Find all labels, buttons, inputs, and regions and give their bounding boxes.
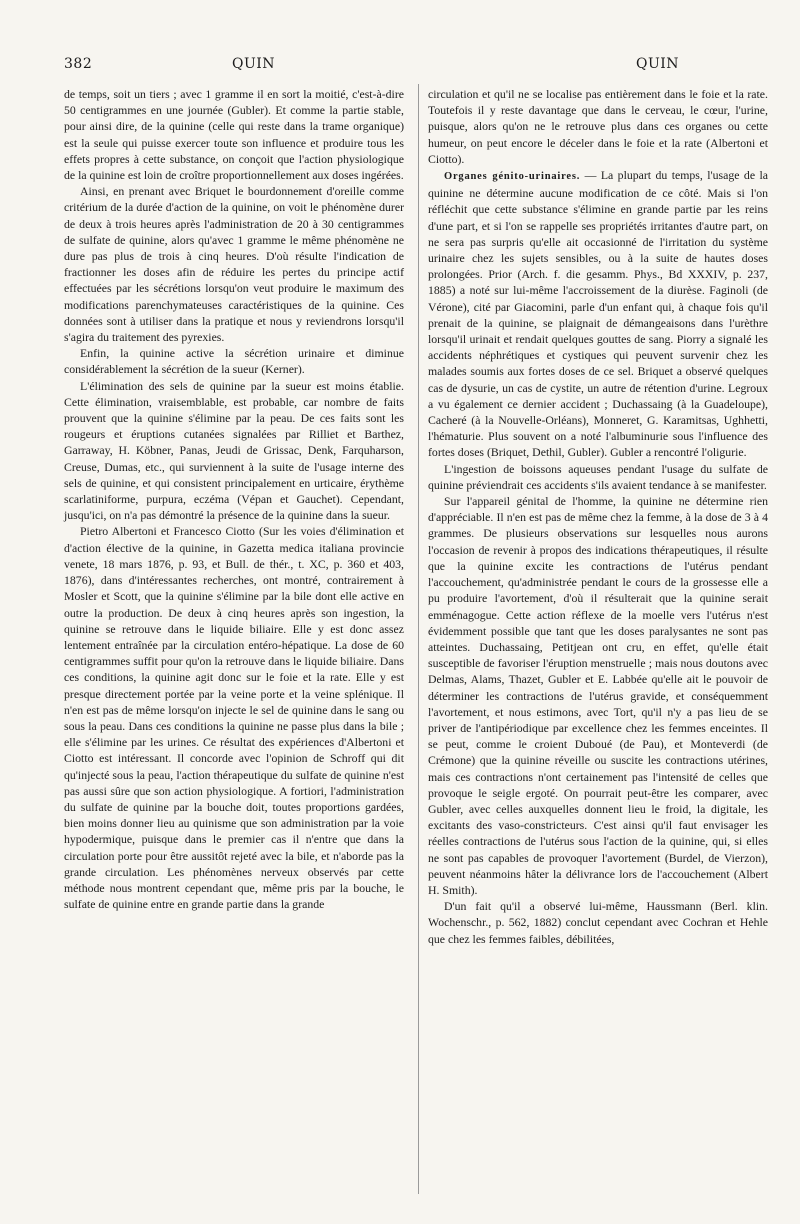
page-number: 382	[64, 56, 93, 72]
paragraph-text: L'ingestion de boissons aqueuses pendant l'usage du sulfate de quinine préviendrait ces accidents s'ils avaient tendance à se manifester.	[428, 461, 768, 492]
paragraph	[64, 378, 404, 524]
column-divider	[418, 84, 419, 1194]
paragraph-text: L'élimination des sels de quinine par la sueur est moins établie. Cette élimination, vraisemblable, est probable, car nombre de faits prouvent que la quinine s'élimine par la peau. De ces faits sont les rougeurs et éruptions cutanées signalées par Rilliet et Barthez, Garraway, H. Köbner, Panas, Jeudi de Grissac, Denk, Farquharson, Creuse, Dumas, etc., qui surviennent à la suite de l'usage interne des sels de quinine, et qui consistent principalement en urticaire, érythème scarlatiniforme, purpura, eczéma (Vépan et Gauchet). Cependant, jusqu'ici, on n'a pas démontré la présence de la quinine dans la sueur.	[64, 378, 404, 523]
paragraph	[64, 183, 404, 345]
paragraph	[64, 523, 404, 912]
paragraph	[428, 898, 768, 947]
paragraph	[428, 493, 768, 898]
paragraph	[64, 86, 404, 183]
running-head-left: QUIN	[232, 56, 276, 72]
right-column	[428, 86, 768, 947]
page-header	[64, 56, 770, 80]
paragraph-text: D'un fait qu'il a observé lui-même, Haussmann (Berl. klin. Wochenschr., p. 562, 1882) conclut cependant avec Cochran et Hehle que chez les femmes faibles, débilitées,	[428, 899, 768, 946]
left-column	[64, 86, 404, 912]
paragraph-text: Ainsi, en prenant avec Briquet le bourdonnement d'oreille comme critérium de la durée d'action de la quinine, on voit le phénomène durer de deux à trois heures après l'administration de 20 à 30 centigrammes de sulfate de quinine, alors qu'avec 1 gramme le même phénomène ne dure pas plus de trois à cinq heures. D'où résulte l'indication de fractionner les doses afin de réduire les pertes du principe actif effectuées par les sécrétions lorsqu'on veut produire le maximum des modifications parenchymateuses caractéristiques de la quinine. Ces données sont à utiliser dans la pratique et nous y reviendrons lorsqu'il s'agira du traitement des pyrexies.	[64, 184, 404, 345]
paragraph-text: Sur l'appareil génital de l'homme, la quinine ne détermine rien d'appréciable. Il n'en est pas de même chez la femme, à la dose de 3 à 4 grammes. De plusieurs observations sur lesquelles nous aurons l'occasion de revenir à propos des indications thérapeutiques, il résulte que la quinine excite les contractions de l'utérus pendant l'accouchement, qu'administrée pendant le cours de la grossesse elle a pu produire l'avortement, d'où il résulterait que la quinine serait emménagogue. Cette action réflexe de la moelle vers l'utérus n'est évidemment possible que tant que les doses paralysantes ne sont pas atteintes. Duchassaing, Petitjean ont cru, en effet, qu'elle était susceptible de favoriser l'éruption menstruelle ; mais nous doutons avec Delmas, Alams, Thazet, Gubler et E. Labbée qu'elle ait le pouvoir de déterminer les contractions de l'utérus gravide, et conséquemment l'avortement, et nous estimons, avec Tort, qu'il n'y a pas lieu de se priver de l'antipériodique par excellence chez les femmes enceintes. Il se peut, comme le croient Duboué (de Pau), et Monteverdi (de Crémone) que la quinine réveille ou suscite les contractions utérines, mais ces contractions n'ont certainement pas l'intensité de celles que provoque le seigle ergoté. On pourrait peut-être les comparer, avec Gubler, avec celles auxquelles donnent lieu le froid, la digitale, les excitants des vaso-constricteurs. C'est ainsi qu'il faut envisager les réelles contractions de l'utérus sous l'action de la quinine, qui, si elles ne sont pas capables de provoquer l'avortement (Burdel, de Vierzon), peuvent néanmoins hâter la délivrance lors de l'accouchement (Albert H. Smith).	[428, 494, 768, 897]
section-heading: Organes génito-urinaires.	[444, 171, 581, 183]
paragraph	[428, 167, 768, 461]
paragraph-text: circulation et qu'il ne se localise pas entièrement dans le foie et la rate. Toutefois il y reste davantage que dans le cerveau, le cœur, l'urine, puisque, alors qu'on ne le retrouve plus dans ces organes ou cette humeur, on peut encore le déceler dans le foie et la rate (Albertoni et Ciotto).	[428, 87, 768, 166]
paragraph	[64, 345, 404, 377]
paragraph	[428, 86, 768, 167]
paragraph-text: Enfin, la quinine active la sécrétion urinaire et diminue considérablement la sécrétion de la sueur (Kerner).	[64, 346, 404, 377]
paragraph	[428, 461, 768, 493]
paragraph-text: de temps, soit un tiers ; avec 1 gramme il en sort la moitié, c'est-à-dire 50 centigrammes en une journée (Gubler). Et comme la partie stable, pour ainsi dire, de la quinine (celle qui reste dans la trame organique) est la seule qui puisse exercer toute son influence et produire tous les effets propres à cette substance, on conçoit que l'action physiologique de la quinine est loin de croître proportionnellement aux doses ingérées.	[64, 87, 404, 183]
paragraph-text: Pietro Albertoni et Francesco Ciotto (Sur les voies d'élimination et d'action élective de la quinine, in Gazetta medica italiana provincie venete, 18 mars 1876, p. 93, et Bull. de thér., t. XC, p. 360 et 403, 1876), dans d'intéressantes recherches, ont montré, contrairement à Mosler et Scott, que la quinine s'élimine par la bile dont elle active en outre la production. De deux à cinq heures après son ingestion, la quinine se retrouve dans le liquide biliaire. Elle y est donc assez lentement entraînée par la circulation entéro-hépatique. La dose de 60 centigrammes suffit pour qu'on la retrouve dans le liquide biliaire. Dans ces conditions, la quinine agit donc sur le foie et la rate. Elle y est presque directement portée par la veine porte et la veine splénique. Il n'en est pas de même lorsqu'on injecte le sel de quinine dans le sang ou sous la peau. Dans ces conditions la quinine ne passe plus dans la bile ; elle s'élimine par les urines. Ce résultat des expériences d'Albertoni et Ciotto est intéressant. Il concorde avec l'opinion de Schroff qui dit qu'injecté sous la peau, l'action thérapeutique du sulfate de quinine n'est pas aussi sûre que son action physiologique. A fortiori, l'administration du sulfate de quinine par la bouche doit, toutes proportions gardées, bien moins donner lieu au quinisme que son administration par la voie hypodermique, puisque dans le premier cas il n'entre que dans la circulation porte pour être aussitôt rejeté avec la bile, et n'aborde pas la grande circulation. Les phénomènes nerveux observés par cette méthode nous montrent cependant que, même pris par la bouche, le sulfate de quinine entre en grande partie dans la grande	[64, 524, 404, 912]
running-head-right: QUIN	[636, 56, 680, 72]
paragraph-text: — La plupart du temps, l'usage de la quinine ne détermine aucune modification de ce côté. Mais si l'on réfléchit que cette substance s'élimine en grande partie par les reins d'une part, et si l'on se rappelle ses propriétés irritantes d'autre part, on ne sera pas surpris qu'elle ait occasionné de l'irritation du système urinaire chez les sujets sensibles, ou à la suite de hautes doses prolongées. Prior (Arch. f. die gesamm. Phys., Bd XXXIV, p. 237, 1885) a noté sur lui-même l'accroissement de la diurèse. Faginoli (de Vérone), cité par Giacomini, parle d'un enfant qui, à chaque fois qu'il prenait de la quinine, se plaignait de démangeaisons dans l'urèthre lorsqu'il urinait et rendait quelques gouttes de sang. Piorry a signalé les accidents néphrétiques et cystiques qui peuvent survenir chez les malades soumis aux fortes doses de ce sel. Briquet a observé quelques cas de dysurie, un cas de cystite, un autre de rétention d'urine. Legroux a vu également ce dernier accident ; Duchassaing (à la Guadeloupe), Cacheré (à la Nouvelle-Orléans), Monneret, G. Karamitsas, Ughhetti, l'hématurie. Plus souvent on a noté l'albuminurie sous l'influence des fortes doses (Briquet, Dethil, Gubler). Gubler a rencontré l'oligurie.	[428, 168, 768, 460]
